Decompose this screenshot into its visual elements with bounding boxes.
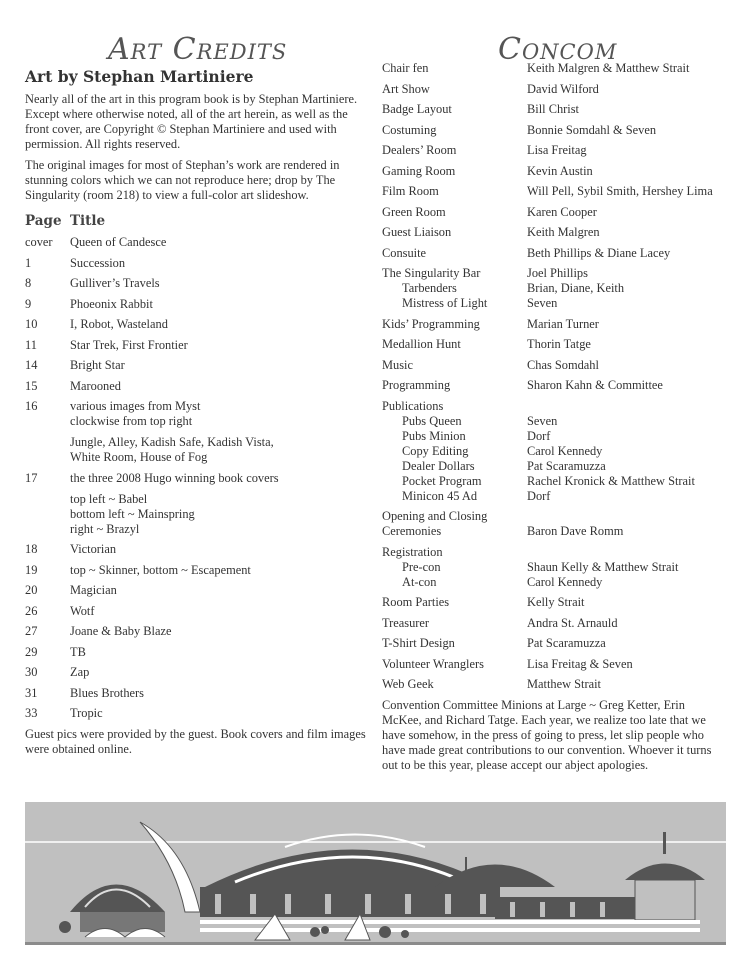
concom-group: [382, 317, 732, 332]
table-row: [25, 399, 371, 465]
concom-group: [382, 266, 732, 311]
concom-group: [382, 143, 732, 158]
page-number: 11: [25, 337, 37, 352]
concom-row: [382, 225, 732, 240]
concom-role: Opening and Closing: [382, 509, 488, 523]
table-row: [25, 471, 371, 537]
artwork-title: [70, 297, 371, 312]
concom-group: [382, 184, 732, 199]
artwork-title-text: TB: [70, 644, 86, 659]
concom-group: [382, 616, 732, 631]
concom-name: Dorf: [527, 428, 551, 443]
concom-group: [382, 378, 732, 393]
concom-name: Shaun Kelly & Matthew Strait: [527, 559, 679, 574]
concom-row: [382, 489, 732, 504]
concom-role: Room Parties: [382, 595, 450, 609]
concom-name: Thorin Tatge: [527, 337, 591, 351]
concom-row: [382, 595, 732, 610]
artwork-title: [70, 235, 371, 250]
concom-name: Seven: [527, 413, 558, 428]
concom-row: [382, 509, 732, 524]
concom-name: Keith Malgren & Matthew Strait: [527, 61, 690, 75]
art-credits-subhead: Art by Stephan Martiniere: [25, 67, 254, 86]
table-row: [25, 604, 371, 619]
page-number: 26: [25, 603, 38, 618]
concom-name: Bonnie Somdahl & Seven: [527, 122, 657, 137]
artwork-title-text: I, Robot, Wasteland: [70, 317, 168, 331]
concom-group: [382, 225, 732, 240]
concom-name: Joel Phillips: [527, 266, 588, 280]
page-number: 27: [25, 624, 38, 638]
artwork-title-text: Gulliver’s Travels: [70, 276, 160, 290]
concom-name: [527, 509, 732, 524]
concom-role: The Singularity Bar: [382, 266, 481, 280]
concom-row: [382, 444, 732, 459]
header-title: Title: [70, 213, 106, 229]
concom-role: Guest Liaison: [382, 225, 452, 239]
concom-group: [382, 509, 732, 539]
intro-paragraph: The original images for most of Stephan’s work are rendered in stunning colors which we can not reproduce here; drop by The Singularity (room 218) to view a full-color art slideshow.: [25, 158, 340, 202]
concom-name: Beth Phillips & Diane Lacey: [527, 245, 671, 260]
table-row: [25, 235, 371, 250]
artwork-title-text: Joane & Baby Blaze: [70, 624, 172, 638]
concom-name: Marian Turner: [527, 316, 599, 331]
artwork-title: [70, 379, 371, 394]
concom-name: Lisa Freitag & Seven: [527, 656, 633, 671]
concom-name: David Wilford: [527, 81, 599, 96]
concom-row: [382, 616, 732, 631]
concom-group: [382, 545, 732, 590]
concom-row: [382, 474, 732, 489]
artwork-title-text: various images from Myst: [70, 399, 201, 413]
concom-row: [382, 102, 732, 117]
table-header: [25, 213, 371, 235]
concom-row: [382, 524, 732, 539]
concom-name: Carol Kennedy: [527, 574, 603, 589]
table-row: [25, 317, 371, 332]
concom-row: [382, 414, 732, 429]
page-number: 33: [25, 706, 38, 720]
concom-group: [382, 61, 732, 76]
concom-row: [382, 358, 732, 373]
concom-row: [382, 677, 732, 692]
page-number: 30: [25, 665, 38, 679]
page-number: 10: [25, 317, 38, 331]
concom-name: Pat Scaramuzza: [527, 636, 606, 650]
concom-role: Kids’ Programming: [382, 316, 480, 331]
concom-row: [382, 123, 732, 138]
concom-name: Matthew Strait: [527, 677, 601, 691]
artwork-title: [70, 358, 371, 373]
artwork-title: [70, 317, 371, 332]
concom-role: Pre-con: [402, 559, 441, 574]
concom-role: Pubs Queen: [402, 413, 462, 428]
concom-row: [382, 657, 732, 672]
page-number: 19: [25, 562, 38, 577]
concom-note: Convention Committee Minions at Large ~ Greg Ketter, Erin McKee, and Richard Tatge. Each year, we realize too late that we have somehow, in the press of going to press, let slip people who have made great contributions to our convention. Whoever it turns out to be this year, please accept our abject apologies.: [382, 697, 712, 772]
artwork-title: [70, 256, 371, 271]
concom-role: Minicon 45 Ad: [402, 488, 478, 503]
concom-name: Kelly Strait: [527, 595, 585, 609]
table-row: [25, 686, 371, 701]
art-footnote: Guest pics were provided by the guest. Book covers and film images were obtained online.: [25, 726, 366, 756]
artwork-detail-line: White Room, House of Fog: [70, 450, 208, 464]
table-row: [25, 706, 371, 721]
concom-role: Gaming Room: [382, 163, 456, 178]
page-number: 14: [25, 358, 38, 372]
concom-role: Tarbenders: [402, 281, 457, 295]
art-credits-title: Art Credits: [108, 32, 288, 68]
concom-role: Copy Editing: [402, 443, 469, 458]
concom-group: [382, 205, 732, 220]
page-number: 29: [25, 644, 38, 659]
artwork-title: [70, 338, 371, 353]
table-row: [25, 338, 371, 353]
concom-row: [382, 337, 732, 352]
concom-role: Registration: [382, 544, 443, 559]
artwork-title-text: Phoeonix Rabbit: [70, 296, 153, 311]
page-number: 17: [25, 470, 38, 485]
artwork-title-text: Blues Brothers: [70, 685, 144, 700]
page-number: 16: [25, 399, 38, 413]
artwork-title-text: Queen of Candesce: [70, 235, 167, 249]
concom-group: [382, 123, 732, 138]
artwork-title-text: Zap: [70, 665, 90, 679]
page-number: 8: [25, 276, 32, 290]
concom-name: Kevin Austin: [527, 163, 593, 178]
concom-role: Badge Layout: [382, 102, 452, 116]
concom-name: Will Pell, Sybil Smith, Hershey Lima: [527, 184, 713, 198]
concom-role: T-Shirt Design: [382, 636, 455, 650]
concom-row: [382, 61, 732, 76]
table-row: [25, 563, 371, 578]
artwork-detail-line: bottom left ~ Mainspring: [70, 506, 195, 521]
concom-row: [382, 281, 732, 296]
concom-row: [382, 399, 732, 414]
concom-name: Baron Dave Romm: [527, 524, 624, 538]
table-row: [25, 276, 371, 291]
concom-row: [382, 266, 732, 281]
concom-group: [382, 246, 732, 261]
concom-role: Chair fen: [382, 61, 429, 75]
page-number: 31: [25, 685, 38, 700]
concom-name: Dorf: [527, 488, 551, 503]
artwork-title: [70, 471, 371, 537]
concom-row: [382, 636, 732, 651]
page-number: 1: [25, 255, 32, 270]
concom-role: Mistress of Light: [402, 296, 488, 310]
concom-row: [382, 164, 732, 179]
table-row: [25, 542, 371, 557]
concom-role: Publications: [382, 398, 444, 413]
table-row: [25, 583, 371, 598]
concom-group: [382, 595, 732, 610]
artwork-title-text: Tropic: [70, 706, 103, 720]
concom-group: [382, 164, 732, 179]
concom-name: [527, 399, 732, 414]
concom-row: [382, 246, 732, 261]
concom-row: [382, 545, 732, 560]
artwork-title-text: Magician: [70, 583, 117, 597]
artwork-title: [70, 604, 371, 619]
concom-role: Art Show: [382, 81, 430, 96]
concom-name: Seven: [527, 296, 558, 310]
concom-name: [527, 545, 732, 560]
header-page: Page: [25, 213, 62, 229]
artwork-title: [70, 583, 371, 598]
artwork-title: [70, 706, 371, 721]
concom-row: [382, 184, 732, 199]
concom-groups: [382, 61, 732, 692]
concom-name: Sharon Kahn & Committee: [527, 378, 663, 392]
concom-name: Pat Scaramuzza: [527, 458, 606, 473]
concom-row: [382, 575, 732, 590]
artwork-title: [70, 686, 371, 701]
page-number: cover: [25, 235, 53, 249]
concom-group: [382, 337, 732, 352]
concom-group: [382, 82, 732, 97]
concom-name: Andra St. Arnauld: [527, 615, 618, 630]
concom-role: Music: [382, 357, 413, 372]
artwork-title: [70, 563, 371, 578]
concom-row: [382, 82, 732, 97]
concom-role: Consuite: [382, 245, 427, 260]
artwork-title-text: Wotf: [70, 603, 95, 618]
artwork-detail-line: Jungle, Alley, Kadish Safe, Kadish Vista,: [70, 435, 274, 449]
concom-role: Costuming: [382, 122, 437, 137]
concom-name: Karen Cooper: [527, 204, 597, 219]
artwork-title: [70, 399, 371, 465]
table-body: [25, 235, 371, 721]
concom-role: Volunteer Wranglers: [382, 656, 484, 671]
concom-row: [382, 560, 732, 575]
concom-group: [382, 636, 732, 651]
artwork-title-text: Marooned: [70, 378, 121, 393]
concom-role: Medallion Hunt: [382, 337, 461, 351]
table-row: [25, 297, 371, 312]
artwork-detail-line: right ~ Brazyl: [70, 521, 140, 536]
concom-role: Ceremonies: [382, 524, 442, 538]
table-row: [25, 379, 371, 394]
intro-paragraph: Nearly all of the art in this program book is by Stephan Martiniere. Except where otherwise noted, all of the art herein, as well as the front cover, are Copyright © Stephan Martiniere and used with permission. All rights reserved.: [25, 92, 358, 151]
concom-role: Programming: [382, 378, 451, 392]
concom-group: [382, 399, 732, 504]
artwork-title: [70, 665, 371, 680]
concom-row: [382, 143, 732, 158]
concom-role: Web Geek: [382, 677, 434, 691]
concom-role: Pubs Minion: [402, 428, 466, 443]
artwork-title: [70, 542, 371, 557]
concom-group: [382, 657, 732, 672]
artwork-title-text: the three 2008 Hugo winning book covers: [70, 470, 279, 485]
concom-name: Bill Christ: [527, 102, 579, 116]
concom-name: Keith Malgren: [527, 225, 600, 239]
page-number: 9: [25, 296, 32, 311]
table-row: [25, 256, 371, 271]
concom-group: [382, 358, 732, 373]
art-credits-table: [25, 213, 371, 769]
concom-group: [382, 102, 732, 117]
concom-role: Treasurer: [382, 615, 430, 630]
concom-row: [382, 317, 732, 332]
artwork-title: [70, 624, 371, 639]
art-credits-intro: [25, 66, 371, 203]
table-row: [25, 665, 371, 680]
concom-role: At-con: [402, 574, 437, 589]
concom-name: Brian, Diane, Keith: [527, 281, 625, 295]
concom-role: Film Room: [382, 184, 439, 198]
concom-role: Dealers’ Room: [382, 143, 457, 157]
pavilion-illustration-icon: [25, 802, 726, 945]
artwork-title: [70, 645, 371, 660]
concom-name: Carol Kennedy: [527, 443, 603, 458]
artwork-title-line: clockwise from top right: [70, 414, 193, 428]
concom-row: [382, 429, 732, 444]
artwork-title-text: Star Trek, First Frontier: [70, 337, 188, 352]
architecture-illustration: [25, 802, 726, 945]
page-number: 20: [25, 583, 38, 597]
table-row: [25, 624, 371, 639]
concom-row: [382, 205, 732, 220]
artwork-title-text: Succession: [70, 255, 126, 270]
concom-name: Rachel Kronick & Matthew Strait: [527, 473, 695, 488]
concom-name: Chas Somdahl: [527, 357, 599, 372]
concom-row: [382, 459, 732, 474]
concom-row: [382, 296, 732, 311]
table-row: [25, 358, 371, 373]
artwork-title-text: Bright Star: [70, 358, 125, 372]
artwork-detail-line: top left ~ Babel: [70, 491, 148, 506]
concom-role: Dealer Dollars: [402, 458, 475, 473]
artwork-title-text: Victorian: [70, 542, 117, 556]
concom-group: [382, 677, 732, 692]
concom-list: [382, 61, 732, 785]
page-number: 15: [25, 378, 38, 393]
concom-role: Green Room: [382, 204, 446, 219]
artwork-title: [70, 276, 371, 291]
concom-title: Concom: [498, 32, 618, 68]
concom-role: Pocket Program: [402, 473, 482, 488]
page-number: 18: [25, 542, 38, 556]
concom-row: [382, 378, 732, 393]
concom-name: Lisa Freitag: [527, 143, 587, 157]
table-row: [25, 645, 371, 660]
artwork-title-text: top ~ Skinner, bottom ~ Escapement: [70, 562, 251, 577]
